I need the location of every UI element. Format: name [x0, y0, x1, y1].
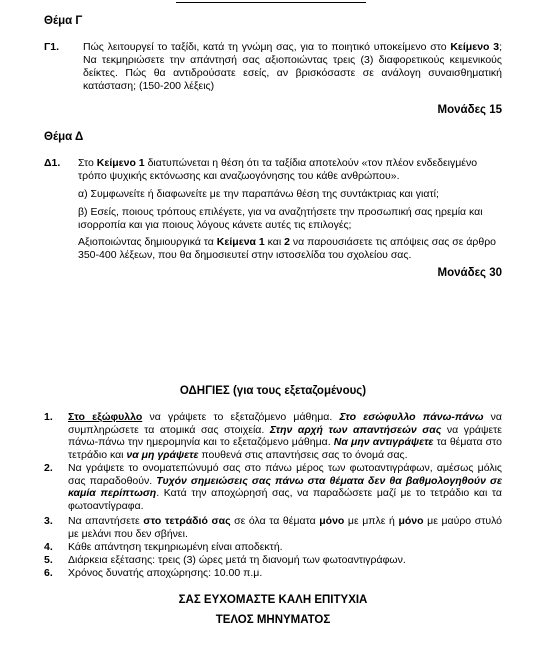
- instruction-text-segment: να συμπληρώσετε τα ατομικά σας στοιχεία.: [68, 411, 502, 436]
- g1-text-emphasis: Κείμενο 3: [450, 41, 500, 53]
- question-d1-task: [78, 236, 502, 262]
- theme-g-points: Μονάδες 15: [437, 104, 502, 116]
- question-d1-part-a: α) Συμφωνείτε ή διαφωνείτε με την παραπάνω θέση της συντάκτριας και γιατί;: [78, 188, 439, 200]
- instruction-text: [68, 411, 502, 461]
- instruction-text-segment: να γράψετε πάνω-πάνω την ημερομηνία και το εξεταζόμενο μάθημα.: [68, 423, 502, 448]
- instruction-number: 1.: [44, 411, 53, 423]
- question-d1-intro: [78, 157, 502, 183]
- instruction-text: [68, 515, 502, 540]
- theme-d-heading: Θέμα Δ: [44, 131, 84, 143]
- d1-task-emphasis: 2: [284, 236, 290, 248]
- instruction-text-segment: σε όλα τα θέματα: [230, 515, 320, 527]
- instruction-text-segment: με μπλε ή: [344, 515, 399, 527]
- d1-text-part: διατυπώνεται η θέση ότι τα ταξίδια αποτελούν «τον πλέον ενδεδειγμένο τρόπο ψυχικής εκτόνωσης και αναζωογόνησης του κάθε ανθρώπου».: [78, 157, 478, 182]
- instruction-text-segment: να μη γράψετε: [126, 448, 199, 461]
- instruction-text: [68, 462, 502, 512]
- header-divider: [176, 2, 366, 3]
- instructions-title: ΟΔΗΓΙΕΣ (για τους εξεταζομένους): [179, 385, 367, 397]
- instruction-text-segment: Στην αρχή των απαντήσεών σας: [269, 423, 442, 436]
- d1-text-emphasis: Κείμενο 1: [96, 157, 145, 169]
- instruction-text-segment: Να γράψετε το ονοματεπώνυμό σας στο πάνω μέρος των φωτοαντιγράφων, αμέσως μόλις σας παραδοθούν.: [68, 462, 502, 487]
- instruction-text-segment: Τυχόν σημειώσεις σας πάνω στα θέματα δεν θα βαθμολογηθούν σε καμία περίπτωση: [68, 474, 502, 499]
- instruction-number: 2.: [44, 462, 53, 474]
- instruction-text-segment: Να απαντήσετε: [68, 515, 144, 527]
- instruction-number: 6.: [44, 567, 53, 579]
- instruction-text-segment: να γράψετε το εξεταζόμενο μάθημα.: [142, 411, 340, 423]
- instruction-text-segment: με μαύρο στυλό με μελάνι που δεν σβήνει.: [68, 515, 503, 540]
- instruction-number: 4.: [44, 541, 53, 553]
- instruction-text: [68, 541, 502, 554]
- instruction-text: [68, 554, 502, 567]
- closing-wish: ΣΑΣ ΕΥΧΟΜΑΣΤΕ ΚΑΛΗ ΕΠΙΤΥΧΙΑ: [178, 594, 368, 606]
- d1-task-part: Αξιοποιώντας δημιουργικά τα: [78, 236, 217, 248]
- instruction-text-segment: μόνο: [398, 515, 424, 527]
- theme-g-heading: Θέμα Γ: [44, 15, 83, 27]
- question-d1-part-b: β) Εσείς, ποιους τρόπους επιλέγετε, για να αναζητήσετε την προσωπική σας ηρεμία και ισορροπία και για ποιους λόγους κάνετε αυτές τις επιλογές;: [78, 206, 483, 231]
- question-d1-label: Δ1.: [44, 157, 61, 169]
- question-g1-label: Γ1.: [44, 41, 60, 53]
- instruction-number: 3.: [44, 515, 53, 527]
- instruction-text-segment: στο τετράδιό σας: [143, 515, 231, 527]
- d1-task-part: να παρουσιάσετε τις απόψεις σας σε άρθρο 350-400 λέξεων, που θα δημοσιευτεί στην ιστοσελίδα του σχολείου σας.: [78, 236, 497, 261]
- closing-end-message: ΤΕΛΟΣ ΜΗΝΥΜΑΤΟΣ: [215, 614, 331, 626]
- instruction-text-segment: τα θέματα στο τετράδιο και: [68, 436, 502, 461]
- g1-text-part: Πώς λειτουργεί το ταξίδι, κατά τη γνώμη σας, για το ποιητικό υποκείμενο στο: [83, 41, 451, 53]
- d1-task-emphasis: Κείμενα 1: [216, 236, 265, 248]
- instruction-text-segment: Διάρκεια εξέτασης: τρεις (3) ώρες μετά τη διανομή των φωτοαντιγράφων.: [68, 554, 406, 566]
- instruction-text-segment: . Κατά την αποχώρησή σας, να παραδώσετε μαζί με το τετράδιο και τα φωτοαντίγραφα.: [68, 487, 502, 512]
- instruction-text-segment: Στο εσώφυλλο πάνω-πάνω: [339, 411, 484, 423]
- instruction-text-segment: Χρόνος δυνατής αποχώρησης: 10.00 π.μ.: [68, 567, 263, 579]
- instruction-text-segment: Κάθε απάντηση τεκμηριωμένη είναι αποδεκτή.: [68, 541, 283, 553]
- instruction-text-segment: πουθενά στις απαντήσεις σας το όνομά σας.: [198, 448, 408, 461]
- g1-text-part: ; Να τεκμηριώσετε την απάντησή σας αξιοποιώντας τρεις (3) διαφορετικούς κειμενικούς δείκτες. Πώς θα αντιδρούσατε εσείς, αν βρισκόσαστε σε ανάλογη συναισθηματική κατάσταση; (150-200 λέξεις): [83, 41, 502, 92]
- instruction-number: 5.: [44, 554, 53, 566]
- d1-text-part: Στο: [78, 157, 97, 169]
- instruction-text-segment: Στο εξώφυλλο: [68, 411, 143, 423]
- instruction-text-segment: Να μην αντιγράψετε: [333, 436, 434, 448]
- instruction-text-segment: μόνο: [319, 515, 345, 527]
- instruction-text: [68, 567, 502, 580]
- d1-task-part: και: [264, 236, 285, 248]
- theme-d-points: Μονάδες 30: [437, 267, 502, 279]
- question-g1-text: [83, 41, 502, 93]
